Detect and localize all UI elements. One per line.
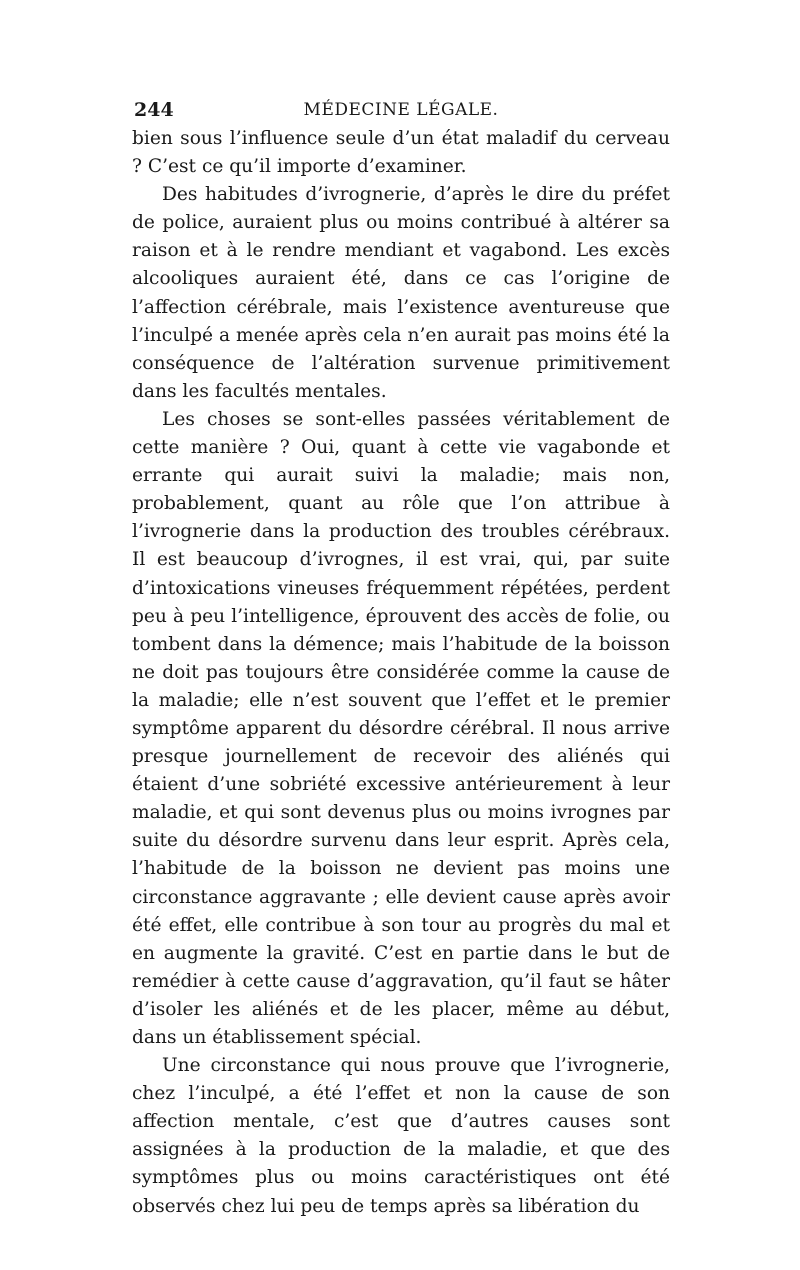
body-text xyxy=(132,125,670,1221)
paragraph: Des habitudes d’ivrognerie, d’après le dire du préfet de police, auraient plus ou moins contribué à altérer sa raison et à le rendre mendiant et vagabond. Les excès alcooliques auraient été, dans ce cas l’origine de l’affection cérébrale, mais l’existence aventureuse que l’inculpé a menée après cela n’en aurait pas moins été la conséquence de l’altération survenue primitivement dans les facultés mentales. xyxy=(132,184,670,402)
running-head: MÉDECINE LÉGALE. xyxy=(303,100,499,120)
paragraph: Une circonstance qui nous prouve que l’ivrognerie, chez l’inculpé, a été l’effet et non la cause de son affection mentale, c’est que d’autres causes sont assignées à la production de la maladie, et que des symptômes plus ou moins caractéristiques ont été observés chez lui peu de temps après sa libération du xyxy=(132,1055,670,1217)
page-header xyxy=(132,95,670,125)
book-page xyxy=(132,95,670,1221)
page-number: 244 xyxy=(134,99,174,121)
paragraph: bien sous l’influence seule d’un état maladif du cerveau ? C’est ce qu’il importe d’examiner. xyxy=(132,128,670,178)
paragraph: Les choses se sont-elles passées véritablement de cette manière ? Oui, quant à cette vie vagabonde et errante qui aurait suivi la maladie; mais non, probablement, quant au rôle que l’on attribue à l’ivrognerie dans la production des troubles cérébraux. Il est beaucoup d’ivrognes, il est vrai, qui, par suite d’intoxications vineuses fréquemment répétées, perdent peu à peu l’intelligence, éprouvent des accès de folie, ou tombent dans la démence; mais l’habitude de la boisson ne doit pas toujours être considérée comme la cause de la maladie; elle n’est souvent que l’effet et le premier symptôme apparent du désordre cérébral. Il nous arrive presque journellement de recevoir des aliénés qui étaient d’une sobriété excessive antérieurement à leur maladie, et qui sont devenus plus ou moins ivrognes par suite du désordre survenu dans leur esprit. Après cela, l’habitude de la boisson ne devient pas moins une circonstance aggravante ; elle devient cause après avoir été effet, elle contribue à son tour au progrès du mal et en augmente la gravité. C’est en partie dans le but de remédier à cette cause d’aggravation, qu’il faut se hâter d’isoler les aliénés et de les placer, même au début, dans un établissement spécial. xyxy=(132,408,670,1048)
